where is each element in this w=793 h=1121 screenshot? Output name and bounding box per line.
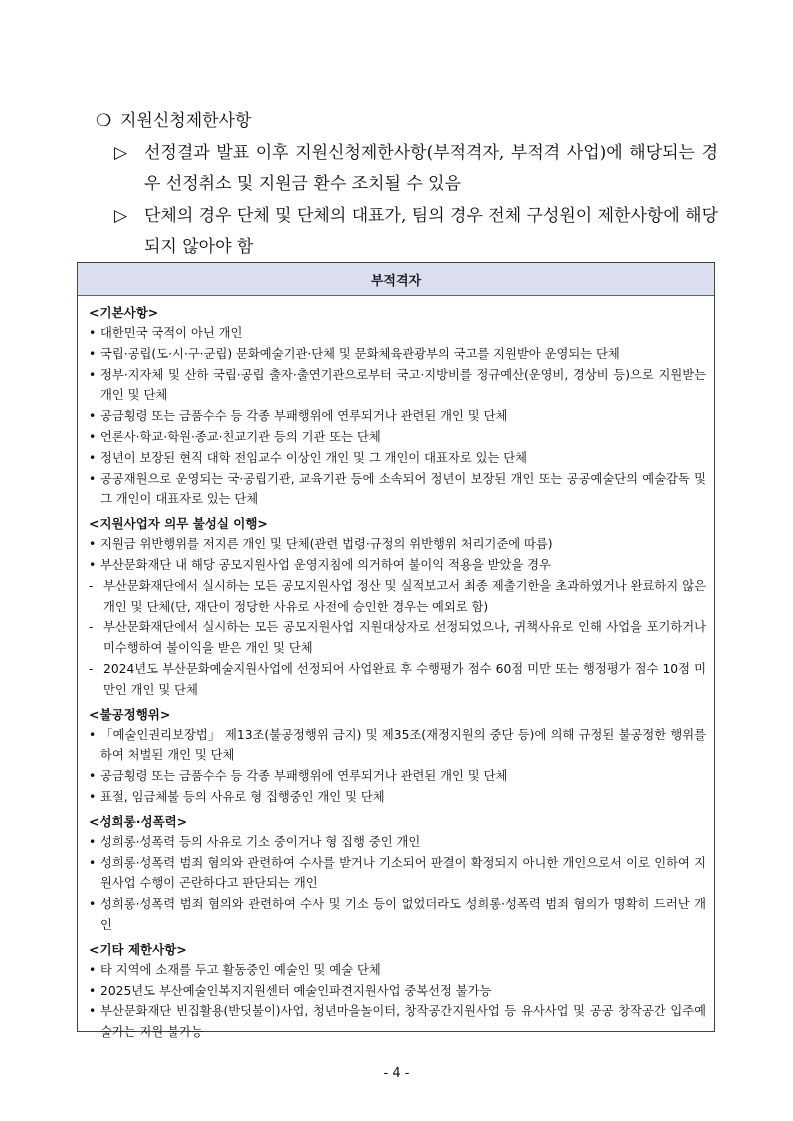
ineligible-box — [77, 262, 715, 1040]
notice-item — [114, 138, 718, 200]
section-title: <기본사항> — [89, 305, 159, 320]
notice-item-text: 선정결과 발표 이후 지원신청제한사항(부적격자, 부적격 사업)에 해당되는 경우 선정취소 및 지원금 환수 조치될 수 있음 — [144, 143, 718, 194]
list-item — [89, 832, 706, 853]
list-item-text: 타 지역에 소재를 두고 활동중인 예술인 및 예술 단체 — [100, 962, 381, 977]
list-item — [89, 469, 706, 511]
triangle-bullet-icon: ▷ — [114, 206, 128, 226]
list-item-text: 공공재원으로 운영되는 국·공립기관, 교육기관 등에 소속되어 정년이 보장된 개인 또는 공공예술단의 예술감독 및 그 개인이 대표자로 있는 단체 — [100, 471, 706, 507]
list-item — [89, 576, 706, 618]
dot-bullet-icon: • — [89, 1004, 97, 1019]
list-item — [89, 344, 706, 365]
list-item-text: 정부·지자체 및 산하 국립·공립 출자·출연기관으로부터 국고·지방비를 정규예산(운영비, 경상비 등)으로 지원받는 개인 및 단체 — [100, 367, 706, 403]
list-item — [89, 323, 706, 344]
list-item-text: 부산문화재단 내 해당 공모지원사업 운영지침에 의거하여 불이익 적용을 받았을 경우 — [100, 557, 551, 572]
dash-bullet-icon: - — [89, 620, 94, 635]
dot-bullet-icon: • — [89, 429, 97, 444]
dot-bullet-icon: • — [89, 855, 97, 870]
dot-bullet-icon: • — [89, 789, 97, 804]
section-title: <기타 제한사항> — [89, 941, 187, 957]
ineligible-box-title: 부적격자 — [78, 263, 714, 296]
list-item-text: 지원금 위반행위를 저지른 개인 및 단체(관련 법령·규정의 위반행위 처리기준에 따름) — [100, 537, 553, 552]
list-item-text: 성희롱·성폭력 등의 사유로 기소 중이거나 형 집행 중인 개인 — [100, 834, 421, 849]
list-item-text: 부산문화재단에서 실시하는 모든 공모지원사업 정산 및 실적보고서 최종 제출기한을 초과하였거나 완료하지 않은 개인 및 단체(단, 재단이 정당한 사유로 사전에 승인한 경우는 예외로 함) — [103, 578, 706, 614]
list-item — [89, 659, 706, 701]
list-item — [89, 448, 706, 469]
list-item — [89, 787, 706, 808]
dot-bullet-icon: • — [89, 897, 97, 912]
dash-bullet-icon: - — [89, 661, 94, 676]
dot-bullet-icon: • — [89, 326, 97, 340]
list-item-text: 대한민국 국적이 아닌 개인 — [100, 326, 243, 340]
list-item — [89, 406, 706, 427]
list-item — [89, 960, 706, 981]
dot-bullet-icon: • — [89, 367, 97, 382]
dot-bullet-icon: • — [89, 450, 97, 465]
list-item-text: 표절, 임금체불 등의 사유로 형 집행중인 개인 및 단체 — [100, 789, 385, 804]
notice-list — [114, 138, 718, 264]
list-item-text: 공금횡령 또는 금품수수 등 각종 부패행위에 연루되거나 관련된 개인 및 단체 — [100, 409, 508, 424]
notice-item-text: 단체의 경우 단체 및 단체의 대표가, 팀의 경우 전체 구성원이 제한사항에 해당되지 않아야 함 — [144, 206, 718, 257]
list-item — [89, 365, 706, 407]
ineligible-box-body — [78, 296, 714, 1043]
dot-bullet-icon: • — [89, 409, 97, 424]
list-item — [89, 1001, 706, 1043]
dot-bullet-icon: • — [89, 962, 97, 977]
list-item-text: 「예술인권리보장법」 제13조(불공정행위 금지) 및 제35조(재정지원의 중단 등)에 의해 규정된 불공정한 행위를 하여 처벌된 개인 및 단체 — [100, 727, 706, 763]
list-item-text: 성희롱·성폭력 범죄 혐의와 관련하여 수사 및 기소 등이 없었더라도 성희롱·성폭력 범죄 혐의가 명확히 드러난 개인 — [100, 897, 706, 932]
section-title: <불공정행위> — [89, 706, 171, 722]
list-item — [89, 725, 706, 767]
dot-bullet-icon: • — [89, 471, 97, 486]
dot-bullet-icon: • — [89, 346, 97, 361]
list-item-text: 언론사·학교·학원·종교·친교기관 등의 기관 또는 단체 — [100, 429, 381, 444]
dot-bullet-icon: • — [89, 769, 97, 784]
triangle-bullet-icon: ▷ — [114, 143, 128, 163]
dash-bullet-icon: - — [89, 578, 94, 593]
dot-bullet-icon: • — [89, 537, 97, 552]
section-title: <지원사업자 의무 불성실 이행> — [89, 516, 268, 532]
list-item — [89, 555, 706, 576]
dot-bullet-icon: • — [89, 727, 97, 742]
list-item-text: 국립·공립(도·시·구·군립) 문화예술기관·단체 및 문화체육관광부의 국고를 지원받아 운영되는 단체 — [100, 346, 620, 361]
list-item-text: 2024년도 부산문화예술지원사업에 선정되어 사업완료 후 수행평가 점수 60점 미만 또는 행정평가 점수 10점 미만인 개인 및 단체 — [103, 661, 706, 697]
list-item — [89, 981, 706, 1002]
list-item-text: 2025년도 부산예술인복지지원센터 예술인파견지원사업 중복선정 불가능 — [100, 983, 492, 998]
list-item — [89, 534, 706, 555]
circle-bullet-icon: ❍ — [96, 111, 112, 131]
list-item — [89, 617, 706, 659]
list-item — [89, 427, 706, 448]
section-heading-text: 지원신청제한사항 — [120, 111, 252, 131]
list-item-text: 성희롱·성폭력 범죄 혐의와 관련하여 수사를 받거나 기소되어 판결이 확정되지 아니한 개인으로서 이로 인하여 지원사업 수행이 곤란하다고 판단되는 개인 — [100, 855, 706, 891]
list-item — [89, 894, 706, 936]
list-item-text: 부산문화재단에서 실시하는 모든 공모지원사업 지원대상자로 선정되었으나, 귀책사유로 인해 사업을 포기하거나 미수행하여 불이익을 받은 개인 및 단체 — [103, 620, 706, 656]
list-item — [89, 853, 706, 895]
list-item — [89, 766, 706, 787]
page-number: - 4 - — [383, 1066, 410, 1081]
notice-item — [114, 201, 718, 263]
dot-bullet-icon: • — [89, 557, 97, 572]
list-item-text: 공금횡령 또는 금품수수 등 각종 부패행위에 연루되거나 관련된 개인 및 단체 — [100, 769, 508, 784]
dot-bullet-icon: • — [89, 983, 97, 998]
section-heading — [96, 106, 251, 136]
list-item-text: 부산문화재단 빈집활용(반딧불이)사업, 청년마을놀이터, 창작공간지원사업 등 유사사업 및 공공 창작공간 입주예술가는 지원 불가능 — [100, 1004, 706, 1040]
list-item-text: 정년이 보장된 현직 대학 전임교수 이상인 개인 및 그 개인이 대표자로 있는 단체 — [100, 450, 528, 465]
section-title: <성희롱·성폭력> — [89, 813, 188, 829]
dot-bullet-icon: • — [89, 834, 97, 849]
